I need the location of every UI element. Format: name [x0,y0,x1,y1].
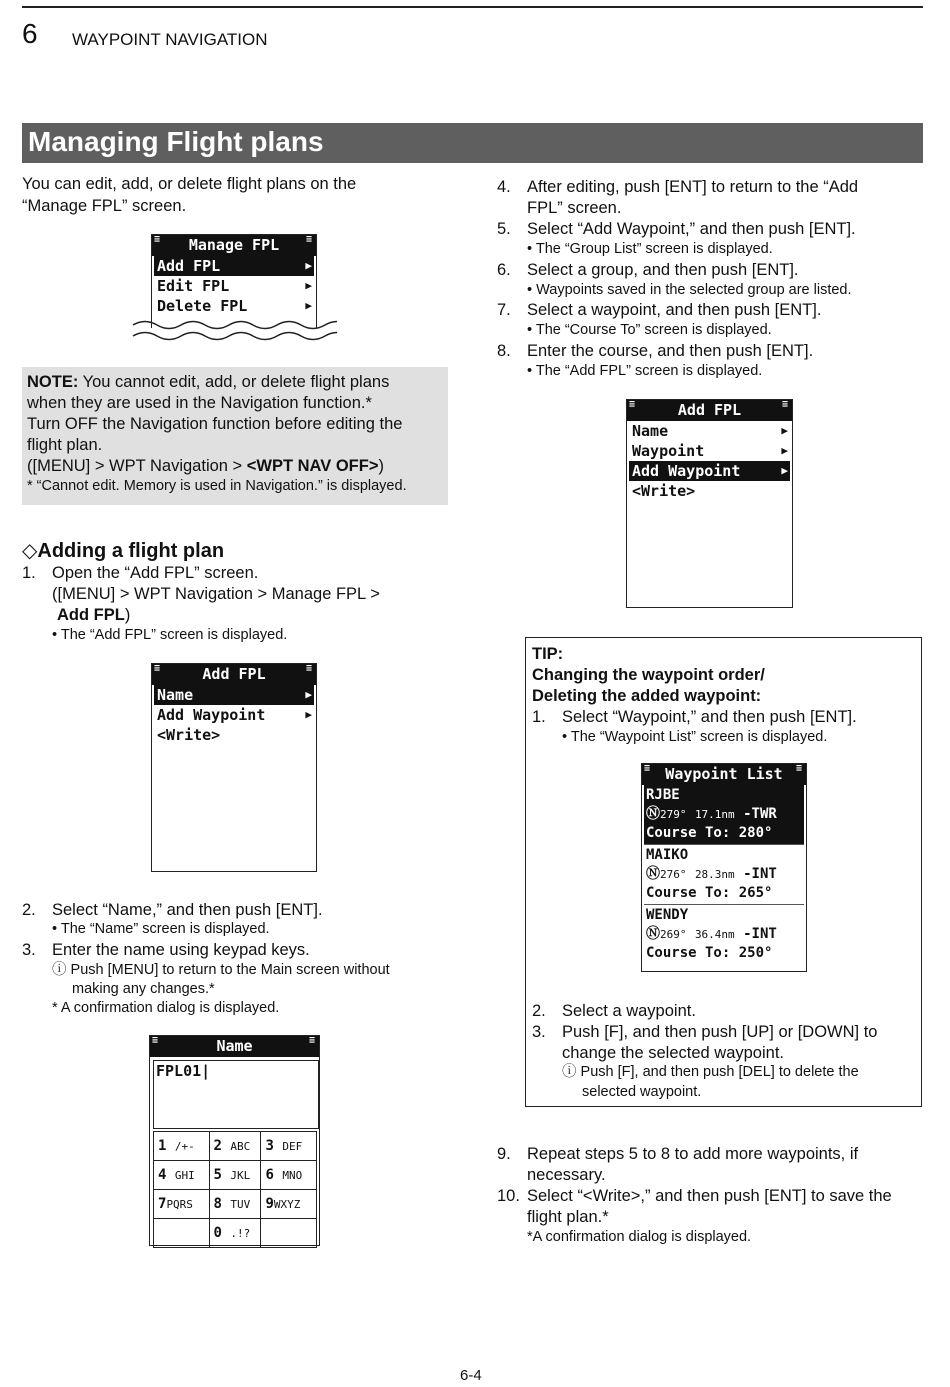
key-9[interactable]: 9WXYZ [261,1190,317,1219]
step6-sub: • Waypoints saved in the selected group are listed. [527,282,852,298]
add-fpl-screen-2 [626,399,793,608]
chevron-right-icon: ▶ [305,299,312,312]
step-number: 5. [497,220,511,238]
waypoint-entry-wendy[interactable]: WENDY Ⓝ269° 36.4nm -INT Course To: 250° [646,907,777,961]
note-line3: Turn OFF the Navigation function before editing the [27,415,403,433]
note-line1: NOTE: You cannot edit, add, or delete flight plans [27,373,390,391]
key-8[interactable]: 8 TUV [209,1190,261,1219]
lcd-title: Name [216,1037,253,1055]
menu-item-edit-fpl[interactable]: Edit FPL ▶ [157,277,312,295]
chapter-number: 6 [22,18,38,49]
key-6[interactable]: 6 MNO [261,1161,317,1190]
step6-text: Select a group, and then push [ENT]. [527,261,799,279]
step7-sub: • The “Course To” screen is displayed. [527,322,772,338]
note-box [22,367,448,505]
step4-text: After editing, push [ENT] to return to the “Add [527,178,859,196]
lcd-title-bar: ≡ Manage FPL ≡ [152,235,316,256]
step5-text: Select “Add Waypoint,” and then push [ENT]. [527,220,856,238]
step-number: 1. [22,564,36,582]
step2-sub: • The “Name” screen is displayed. [52,921,270,937]
step-number: 7. [497,301,511,319]
note-footnote: * “Cannot edit. Memory is used in Navigation.” is displayed. [27,478,407,494]
north-arrow-icon: Ⓝ [646,926,660,942]
intro-line2: “Manage FPL” screen. [22,197,187,215]
tip-step3-text-cont: change the selected waypoint. [562,1044,784,1062]
key-2[interactable]: 2 ABC [209,1132,261,1161]
step4-text-cont: FPL” screen. [527,199,622,217]
tip-step3-text: Push [F], and then push [UP] or [DOWN] to [562,1023,878,1041]
north-arrow-icon: Ⓝ [646,866,660,882]
step9-text-cont: necessary. [527,1166,606,1184]
lcd-title-bar: ≡ Add FPL ≡ [152,664,316,685]
step-number: 8. [497,342,511,360]
step-number: 3. [532,1023,546,1041]
step-number: 10. [497,1187,520,1205]
name-input[interactable]: FPL01| [153,1060,319,1129]
waypoint-entry-maiko[interactable]: MAIKO Ⓝ276° 28.3nm -INT Course To: 265° [644,845,804,905]
lcd-title-bar: ≡ Name ≡ [150,1036,319,1057]
header-rule [22,6,923,8]
lcd-title: Waypoint List [665,765,783,783]
step1-text: Open the “Add FPL” screen. [52,564,259,582]
step-number: 3. [22,941,36,959]
step-number: 9. [497,1145,511,1163]
key-4[interactable]: 4 GHI [154,1161,210,1190]
step-number: 1. [532,708,546,726]
menu-item-name[interactable]: Name ▶ [154,685,314,705]
step8-sub: • The “Add FPL” screen is displayed. [527,363,763,379]
note-line2: when they are used in the Navigation function.* [27,394,372,412]
keypad [153,1131,317,1248]
north-arrow-icon: Ⓝ [646,806,660,822]
step-number: 6. [497,261,511,279]
add-fpl-screen-1 [151,663,317,872]
menu-item-add-waypoint[interactable]: Add Waypoint ▶ [157,706,312,724]
step3-info: ⓘ Push [MENU] to return to the Main screen without [52,962,390,978]
step9-text: Repeat steps 5 to 8 to add more waypoints, if [527,1145,859,1163]
screen-cutoff-wave [131,316,337,346]
page-number: 6-4 [460,1367,482,1384]
chapter-title: WAYPOINT NAVIGATION [72,30,268,49]
lcd-title-bar: ≡ Add FPL ≡ [627,400,792,421]
chevron-right-icon: ▶ [781,444,788,457]
chevron-right-icon: ▶ [305,279,312,292]
step8-text: Enter the course, and then push [ENT]. [527,342,814,360]
key-3[interactable]: 3 DEF [261,1132,317,1161]
tip-step1-sub: • The “Waypoint List” screen is displayed. [562,729,828,745]
waypoint-list-screen [641,763,807,972]
intro-line1: You can edit, add, or delete flight plans on the [22,175,357,193]
lcd-title: Manage FPL [188,236,280,254]
note-line4: flight plan. [27,436,103,454]
tip-title-line2: Deleting the added waypoint: [532,687,762,705]
chevron-right-icon: ▶ [305,708,312,721]
menu-item-delete-fpl[interactable]: Delete FPL ▶ [157,297,312,315]
step1-sub: • The “Add FPL” screen is displayed. [52,627,288,643]
chevron-right-icon: ▶ [781,424,788,437]
menu-item-waypoint[interactable]: Waypoint ▶ [632,442,788,460]
step-number: 4. [497,178,511,196]
step-number: 2. [22,901,36,919]
tip-title-line1: Changing the waypoint order/ [532,666,765,684]
step3-info-cont: making any changes.* [72,981,215,997]
menu-item-add-waypoint[interactable]: Add Waypoint ▶ [629,461,790,481]
key-1[interactable]: 1 /+- [154,1132,210,1161]
menu-item-add-fpl[interactable]: Add FPL ▶ [154,256,314,276]
chevron-right-icon: ▶ [305,688,312,701]
step10-text: Select “<Write>,” and then push [ENT] to save the [527,1187,892,1205]
step1-path: ([MENU] > WPT Navigation > Manage FPL > [52,585,380,603]
step-number: 2. [532,1002,546,1020]
lcd-title: Add FPL [677,401,742,419]
step7-text: Select a waypoint, and then push [ENT]. [527,301,822,319]
tip-label: TIP: [532,645,564,663]
menu-item-name[interactable]: Name ▶ [632,422,788,440]
waypoint-entry-rjbe[interactable]: RJBE Ⓝ279° 17.1nm -TWR Course To: 280° [644,785,804,845]
section-title-bar [22,123,923,163]
info-icon: ⓘ [52,962,67,978]
tip-box [525,637,922,1107]
key-7[interactable]: 7PQRS [154,1190,210,1219]
key-5[interactable]: 5 JKL [209,1161,261,1190]
tip-step1-text: Select “Waypoint,” and then push [ENT]. [562,708,857,726]
step10-foot: *A confirmation dialog is displayed. [527,1229,752,1245]
section-title: Managing Flight plans [28,126,324,157]
menu-item-write[interactable]: <Write> [157,726,221,744]
step3-text: Enter the name using keypad keys. [52,941,310,959]
lcd-title-bar: ≡ Waypoint List ≡ [642,764,806,785]
menu-item-write[interactable]: <Write> [632,482,696,500]
manage-fpl-screen [151,234,317,328]
lcd-title: Add FPL [202,665,266,683]
info-icon: ⓘ [562,1064,577,1080]
step10-text-cont: flight plan.* [527,1208,609,1226]
diamond-icon: ◇ [22,540,38,562]
adding-heading: ◇Adding a flight plan [22,540,225,562]
step2-text: Select “Name,” and then push [ENT]. [52,901,323,919]
key-blank-left [154,1219,210,1248]
tip-step3-info: ⓘ Push [F], and then push [DEL] to delete the [562,1064,859,1080]
key-0[interactable]: 0 .!? [209,1219,261,1248]
step3-foot: * A confirmation dialog is displayed. [52,1000,280,1016]
chevron-right-icon: ▶ [781,464,788,477]
tip-step2-text: Select a waypoint. [562,1002,696,1020]
chevron-right-icon: ▶ [305,259,312,272]
note-line5: ([MENU] > WPT Navigation > <WPT NAV OFF>) [27,457,384,475]
step5-sub: • The “Group List” screen is displayed. [527,241,773,257]
tip-step3-info-cont: selected waypoint. [582,1084,702,1100]
name-entry-screen [149,1035,320,1246]
key-blank-right [261,1219,317,1248]
step1-path-cont: Add FPL) [57,606,131,624]
